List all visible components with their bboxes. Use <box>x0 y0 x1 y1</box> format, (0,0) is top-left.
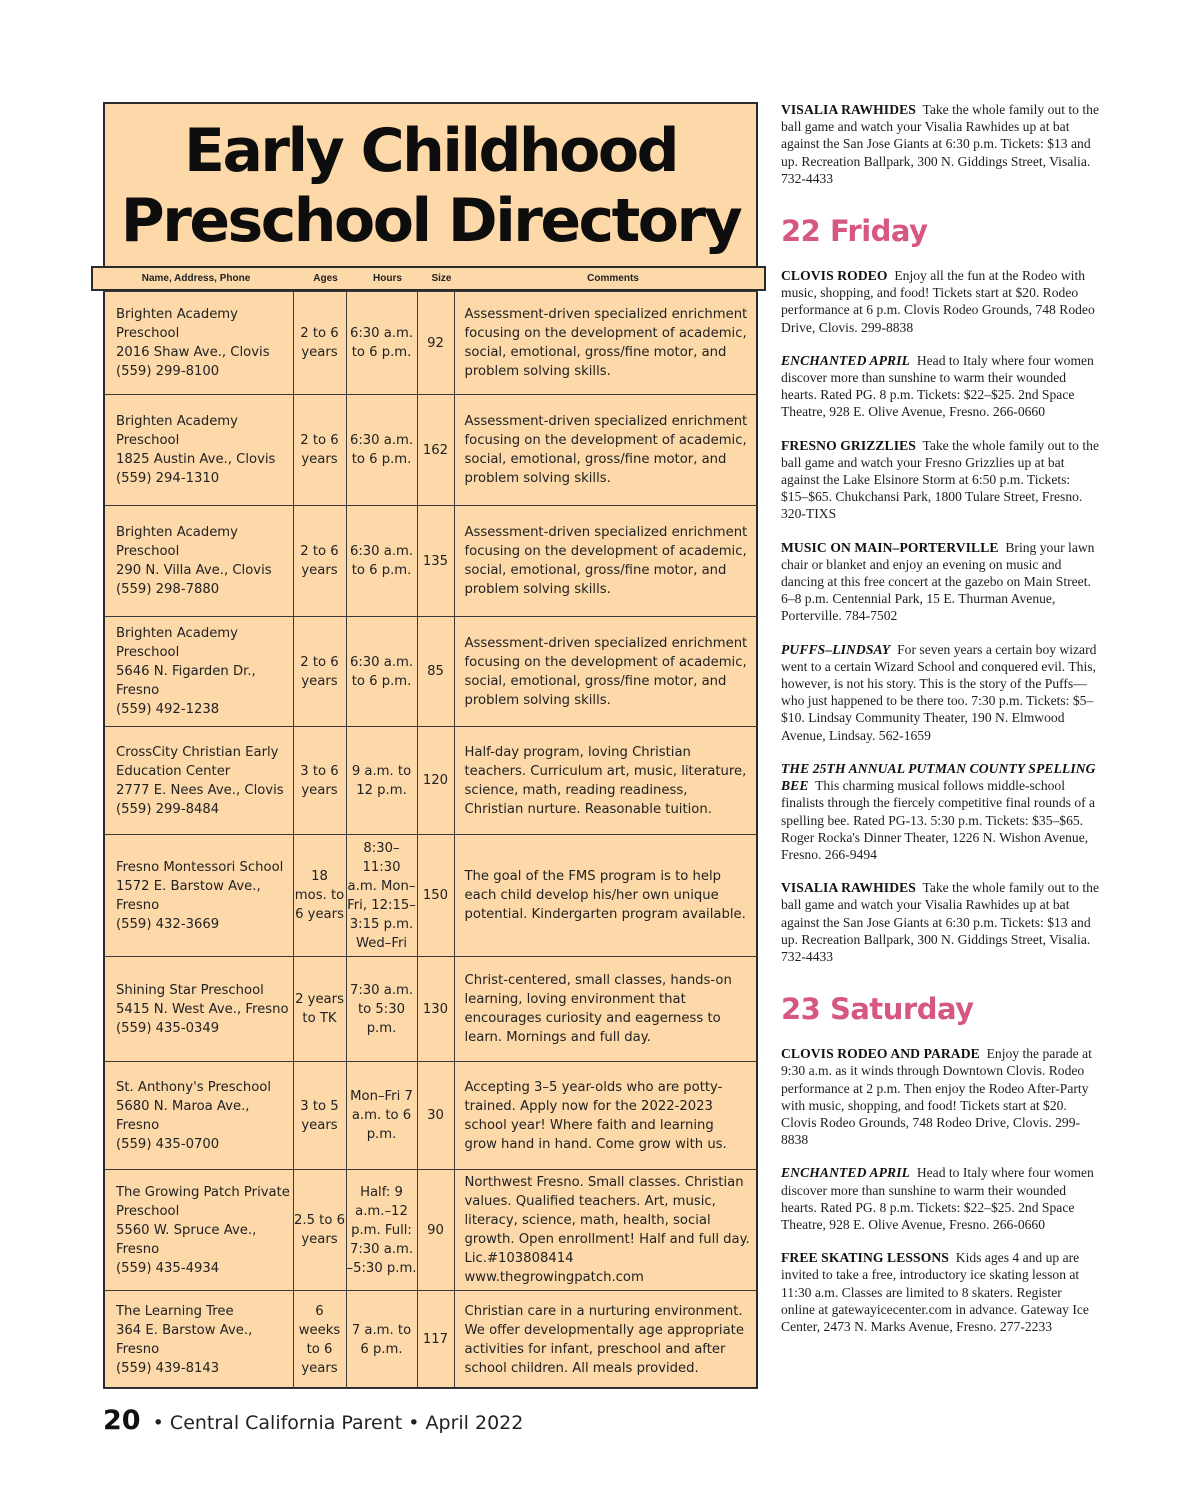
cell-ages <box>293 1291 346 1389</box>
cell-size <box>417 617 454 727</box>
event-body: Take the whole family out to the ball game and watch your Fresno Grizzlies up at bat against the Lake Elsinore Storm at 6:50 p.m. Tickets: $15–$65. Chukchansi Park, 1800 Tulare Street, Fresno. 320-TIXS <box>781 437 1099 522</box>
event-body: Take the whole family out to the ball game and watch your Visalia Rawhides up at bat against the San Jose Giants at 6:30 p.m. Tickets: $13 and up. Recreation Ballpark, 300 N. Giddings Street, Visalia. 732-4433 <box>781 880 1099 964</box>
cell-comments <box>454 1170 758 1291</box>
comments-value: Northwest Fresno. Small classes. Christian values. Qualified teachers. Art, music, literacy, science, math, health, social growth. Open enrollment! Half and full day. Lic.#103808414 www.thegrowingpatch.com <box>464 1175 750 1285</box>
directory-row <box>103 292 758 395</box>
header-comments: Comments <box>587 273 639 284</box>
directory-row <box>103 1062 758 1170</box>
event-body: Kids ages 4 and up are invited to take a free, introductory ice skating lesson at 11:30 a.m. Classes are limited to 8 skaters. Register online at gatewayicecenter.com in advance. Gateway Ice Center, 2473 N. Marks Avenue, Fresno. 277-2233 <box>781 1250 1089 1334</box>
event-title: FREE SKATING LESSONS <box>781 1250 949 1266</box>
cell-name <box>103 727 293 835</box>
size-value: 130 <box>422 1001 449 1017</box>
event-body: Bring your lawn chair or blanket and enjoy an evening on music and dancing at this free concert at the gazebo on Main Street. 6–8 p.m. Centennial Park, 15 E. Thurman Avenue, Porterville. 784-7502 <box>781 539 1095 624</box>
event-body: This charming musical follows middle-school finalists through the fiercely competitive final rounds of a spelling bee. Rated PG-13. 5:30 p.m. Tickets: $35–$65. Roger Rocka's Dinner Theater, 1226 N. Wishon Avenue, Fresno. 266-9494 <box>781 778 1096 862</box>
cell-size <box>417 395 454 506</box>
event-title: PUFFS–LINDSAY <box>781 641 891 657</box>
school-phone: (559) 294-1310 <box>116 471 220 486</box>
school-phone: (559) 435-0349 <box>116 1020 220 1036</box>
event-body: Take the whole family out to the ball game and watch your Visalia Rawhides up at bat against the San Jose Giants at 6:30 p.m. Tickets: $13 and up. Recreation Ballpark, 300 N. Giddings Street, Visalia. 732-4433 <box>781 102 1099 186</box>
cell-hours <box>346 957 417 1062</box>
comments-value: Assessment-driven specialized enrichment focusing on the development of academic, social, emotional, gross/fine motor, and problem solving skills. <box>464 635 748 708</box>
hours-value: 8:30–11:30 a.m. Mon–Fri, 12:15–3:15 p.m. Wed–Fri <box>347 840 416 951</box>
school-phone: (559) 299-8484 <box>116 801 220 817</box>
cell-size <box>417 506 454 617</box>
ages-value: 2 to 6 years <box>300 326 339 360</box>
cell-hours <box>346 1062 417 1170</box>
school-phone: (559) 298-7880 <box>116 582 220 597</box>
event-item <box>781 267 1099 336</box>
school-address: 5415 N. West Ave., Fresno <box>116 1001 289 1017</box>
day-heading: 23 Saturday <box>781 992 974 1027</box>
issue-date: April 2022 <box>425 1412 524 1434</box>
size-value: 30 <box>427 1108 444 1123</box>
event-title: VISALIA RAWHIDES <box>781 880 916 896</box>
event-title: FRESNO GRIZZLIES <box>781 437 916 453</box>
size-value: 90 <box>427 1222 444 1238</box>
hours-value: 6:30 a.m. to 6 p.m. <box>349 326 414 360</box>
size-value: 117 <box>422 1332 449 1347</box>
directory-table <box>103 291 758 1389</box>
directory-title-line1: Early Childhood <box>183 116 678 186</box>
school-phone: (559) 432-3669 <box>116 916 220 932</box>
event-item <box>781 879 1099 965</box>
cell-hours <box>346 395 417 506</box>
cell-ages <box>293 1170 346 1291</box>
directory-row <box>103 395 758 506</box>
header-hours: Hours <box>373 273 402 284</box>
header-size: Size <box>431 273 452 284</box>
school-address: 5646 N. Figarden Dr., Fresno <box>116 664 256 698</box>
size-value: 85 <box>427 664 444 679</box>
cell-size <box>417 1170 454 1291</box>
cell-name <box>103 395 293 506</box>
directory-row <box>103 835 758 957</box>
comments-value: Assessment-driven specialized enrichment focusing on the development of academic, social, emotional, gross/fine motor, and problem solving skills. <box>464 414 748 486</box>
cell-hours <box>346 292 417 395</box>
comments-value: Christian care in a nurturing environment. We offer developmentally age appropriate activities for infant, preschool and after school children. All meals provided. <box>464 1303 744 1376</box>
comments-value: Half-day program, loving Christian teachers. Curriculum art, music, literature, science, math, reading readiness, Christian nurture. Reasonable tuition. <box>464 744 747 817</box>
school-name: Fresno Montessori School <box>116 859 284 875</box>
cell-comments <box>454 727 758 835</box>
school-name: St. Anthony's Preschool <box>116 1079 271 1095</box>
event-body: Head to Italy where four women discover more than sunshine to warm their wounded hearts. Rated PG. 8 p.m. Tickets: $22–$25. 2nd Space Theatre, 928 E. Olive Avenue, Fresno. 266-0660 <box>781 352 1094 420</box>
cell-hours <box>346 835 417 957</box>
event-body: Head to Italy where four women discover more than sunshine to warm their wounded hearts. Rated PG. 8 p.m. Tickets: $22–$25. 2nd Space Theatre, 928 E. Olive Avenue, Fresno. 266-0660 <box>781 1165 1094 1232</box>
cell-ages <box>293 395 346 506</box>
cell-name <box>103 957 293 1062</box>
size-value: 120 <box>422 773 449 788</box>
school-address: 2777 E. Nees Ave., Clovis <box>116 782 284 798</box>
cell-name <box>103 1291 293 1389</box>
hours-value: Mon–Fri 7 a.m. to 6 p.m. <box>350 1089 413 1142</box>
event-item <box>781 539 1099 625</box>
cell-hours <box>346 1170 417 1291</box>
event-item <box>781 1249 1099 1335</box>
cell-ages <box>293 617 346 727</box>
cell-comments <box>454 1062 758 1170</box>
school-phone: (559) 492-1238 <box>116 702 220 717</box>
event-body: For seven years a certain boy wizard went to a certain Wizard School and conquered evil. This, however, is not his story. This is the story of the Puffs—who just happened to be there too. 7:30 p.m. Tickets: $5–$10. Lindsay Community Theater, 190 N. Elmwood Avenue, Lindsay. 562-1659 <box>781 641 1097 743</box>
hours-value: 9 a.m. to 12 p.m. <box>351 763 412 798</box>
comments-value: Assessment-driven specialized enrichment focusing on the development of academic, social, emotional, gross/fine motor, and problem solving skills. <box>464 307 748 379</box>
cell-comments <box>454 292 758 395</box>
hours-value: 6:30 a.m. to 6 p.m. <box>349 544 414 578</box>
school-address: 5680 N. Maroa Ave., Fresno <box>116 1098 250 1133</box>
page-footer <box>103 1405 523 1436</box>
cell-ages <box>293 292 346 395</box>
cell-size <box>417 1062 454 1170</box>
school-address: 364 E. Barstow Ave., Fresno <box>116 1322 253 1357</box>
cell-name <box>103 292 293 395</box>
cell-ages <box>293 835 346 957</box>
directory-header-bar <box>91 266 766 291</box>
school-address: 290 N. Villa Ave., Clovis <box>116 563 272 578</box>
directory-row <box>103 1170 758 1291</box>
school-phone: (559) 435-4934 <box>116 1260 220 1276</box>
school-address: 5560 W. Spruce Ave., Fresno <box>116 1222 257 1257</box>
cell-ages <box>293 1062 346 1170</box>
event-title: THE 25TH ANNUAL PUTMAN COUNTY SPELLING BEE <box>781 760 1096 794</box>
school-name: CrossCity Christian Early Education Center <box>116 744 279 779</box>
hours-value: 6:30 a.m. to 6 p.m. <box>349 433 414 467</box>
event-title: VISALIA RAWHIDES <box>781 102 916 117</box>
hours-value: 7:30 a.m. to 5:30 p.m. <box>349 982 414 1036</box>
directory-row <box>103 506 758 617</box>
school-name: The Growing Patch Private Preschool <box>116 1184 290 1219</box>
event-item <box>781 1045 1099 1148</box>
school-phone: (559) 435-0700 <box>116 1136 220 1152</box>
cell-name <box>103 617 293 727</box>
ages-value: 2 years to TK <box>295 992 344 1026</box>
school-name: Brighten Academy Preschool <box>116 525 238 559</box>
directory-row <box>103 1291 758 1389</box>
event-title: CLOVIS RODEO <box>781 268 888 284</box>
directory-title-line2: Preschool Directory <box>120 186 741 256</box>
cell-size <box>417 1291 454 1389</box>
comments-value: Accepting 3–5 year-olds who are potty-trained. Apply now for the 2022-2023 school year! Where faith and learning grow hand in hand. Come grow with us. <box>464 1079 727 1152</box>
ages-value: 2 to 6 years <box>300 654 339 689</box>
hours-value: 6:30 a.m. to 6 p.m. <box>349 654 414 689</box>
directory-title <box>105 116 756 256</box>
directory-row <box>103 617 758 727</box>
cell-comments <box>454 835 758 957</box>
comments-value: Christ-centered, small classes, hands-on learning, loving environment that encourages curiosity and eagerness to learn. Mornings and full day. <box>464 973 732 1045</box>
size-value: 162 <box>422 442 449 458</box>
cell-comments <box>454 617 758 727</box>
event-title: MUSIC ON MAIN–PORTERVILLE <box>781 539 999 555</box>
cell-comments <box>454 1291 758 1389</box>
cell-comments <box>454 395 758 506</box>
cell-ages <box>293 506 346 617</box>
comments-value: Assessment-driven specialized enrichment focusing on the development of academic, social, emotional, gross/fine motor, and problem solving skills. <box>464 525 748 597</box>
directory-row <box>103 727 758 835</box>
school-name: Brighten Academy Preschool <box>116 307 238 341</box>
event-body: Enjoy the parade at 9:30 a.m. as it winds through Downtown Clovis. Rodeo performance at 2 p.m. Then enjoy the Rodeo After-Party with music, shopping, and food! Tickets start at $20. Clovis Rodeo Grounds, 748 Rodeo Drive, Clovis. 299-8838 <box>781 1046 1092 1148</box>
event-item <box>781 352 1099 421</box>
cell-hours <box>346 727 417 835</box>
cell-size <box>417 292 454 395</box>
event-item <box>781 437 1099 523</box>
cell-size <box>417 727 454 835</box>
ages-value: 18 mos. to 6 years <box>294 869 345 922</box>
event-title: ENCHANTED APRIL <box>781 352 911 368</box>
cell-size <box>417 835 454 957</box>
school-address: 1825 Austin Ave., Clovis <box>116 452 276 467</box>
school-phone: (559) 439-8143 <box>116 1360 220 1376</box>
directory-row <box>103 957 758 1062</box>
ages-value: 2 to 6 years <box>300 544 339 578</box>
school-address: 2016 Shaw Ave., Clovis <box>116 345 270 360</box>
hours-value: Half: 9 a.m.–12 p.m. Full: 7:30 a.m. –5:30 p.m. <box>346 1184 417 1276</box>
school-phone: (559) 299-8100 <box>116 364 220 379</box>
day-heading: 22 Friday <box>781 214 928 249</box>
ages-value: 6 weeks to 6 years <box>298 1303 341 1376</box>
ages-value: 3 to 6 years <box>300 763 339 798</box>
size-value: 135 <box>422 553 449 569</box>
school-name: The Learning Tree <box>116 1303 234 1319</box>
ages-value: 3 to 5 years <box>300 1098 339 1133</box>
cell-hours <box>346 506 417 617</box>
cell-comments <box>454 506 758 617</box>
header-ages: Ages <box>313 273 338 284</box>
event-item <box>781 1164 1099 1233</box>
school-name: Brighten Academy Preschool <box>116 626 238 660</box>
event-intro <box>781 101 1099 187</box>
event-item <box>781 641 1099 744</box>
cell-ages <box>293 957 346 1062</box>
calendar-column <box>781 101 1099 1351</box>
ages-value: 2 to 6 years <box>300 433 339 467</box>
size-value: 150 <box>422 888 449 903</box>
event-title: CLOVIS RODEO AND PARADE <box>781 1046 980 1062</box>
ages-value: 2.5 to 6 years <box>294 1213 345 1247</box>
footer-bullet-2: • <box>402 1412 426 1434</box>
cell-hours <box>346 1291 417 1389</box>
event-title: ENCHANTED APRIL <box>781 1165 911 1181</box>
page-number: 20 <box>103 1405 141 1436</box>
cell-name <box>103 1170 293 1291</box>
hours-value: 7 a.m. to 6 p.m. <box>351 1322 412 1357</box>
header-name: Name, Address, Phone <box>141 273 251 284</box>
cell-hours <box>346 617 417 727</box>
size-value: 92 <box>427 335 444 351</box>
school-name: Brighten Academy Preschool <box>116 414 238 448</box>
cell-comments <box>454 957 758 1062</box>
comments-value: The goal of the FMS program is to help each child develop his/her own unique potential. Kindergarten program available. <box>464 869 746 922</box>
school-address: 1572 E. Barstow Ave., Fresno <box>116 878 261 913</box>
footer-bullet-1: • <box>146 1412 170 1434</box>
event-body: Enjoy all the fun at the Rodeo with music, shopping, and food! Tickets start at $20. Rodeo performance at 6 p.m. Clovis Rodeo Grounds, 748 Rodeo Drive, Clovis. 299-8838 <box>781 268 1095 335</box>
publication-name: Central California Parent <box>169 1412 403 1434</box>
cell-ages <box>293 727 346 835</box>
cell-name <box>103 835 293 957</box>
cell-name <box>103 1062 293 1170</box>
event-item <box>781 760 1099 863</box>
cell-size <box>417 957 454 1062</box>
cell-name <box>103 506 293 617</box>
school-name: Shining Star Preschool <box>116 982 264 998</box>
